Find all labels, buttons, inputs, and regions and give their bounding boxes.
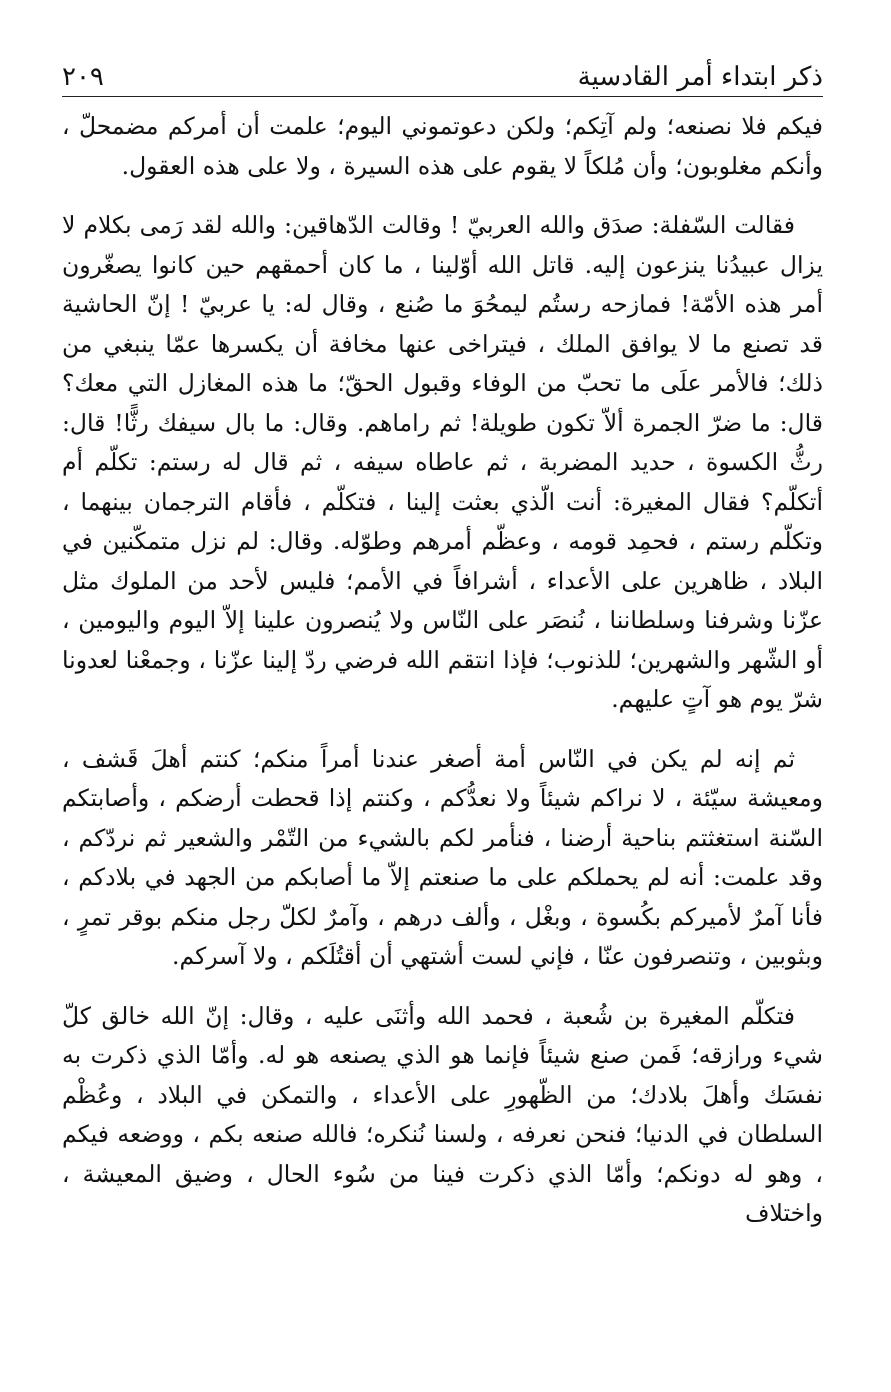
running-head — [62, 52, 823, 97]
book-page — [62, 52, 823, 1352]
paragraph: فتكلّم المغيرة بن شُعبة ، فحمد الله وأثنَى عليه ، وقال: إنّ الله خالق كلّ شيء ورازقه؛ فَمن صنع شيئاً فإنما هو الذي يصنعه هو له. وأمّا الذي ذكرت به نفسَك وأهلَ بلادك؛ من الظّهورِ على الأعداء ، والتمكن في البلاد ، وعُظْم السلطان في الدنيا؛ فنحن نعرفه ، ولسنا نُنكره؛ فالله صنعه بكم ، ووضعه فيكم ، وهو له دونكم؛ وأمّا الذي ذكرت فينا من سُوء الحال ، وضيق المعيشة ، واختلاف — [62, 1001, 823, 1227]
paragraph: فقالت السّفلة: صدَق والله العربيّ ! وقالت الدّهاقين: والله لقد رَمى بكلام لا يزال عبيدُنا ينزعون إليه. قاتل الله أوّلينا ، ما كان أحمقهم حين كانوا يصغّرون أمر هذه الأمّة! فمازحه رستُم ليمحُوَ ما صُنع ، وقال له: يا عربيّ ! إنّ الحاشية قد تصنع ما لا يوافق الملك ، فيتراخى عنها مخافة أن يكسرها عمّا ينبغي من ذلك؛ فالأمر علَى ما تحبّ من الوفاء وقبول الحقّ؛ ما هذه المغازل التي معك؟ قال: ما ضرّ الجمرة ألاّ تكون طويلة! ثم راماهم. وقال: ما بال سيفك رثًّا! قال: رثُّ الكسوة ، حديد المضربة ، ثم عاطاه سيفه ، ثم قال له رستم: تكلّم أم أتكلّم؟ فقال المغيرة: أنت الّذي بعثت إلينا ، فتكلّم ، فأقام الترجمان بينهما ، وتكلّم رستم ، فحمِد قومه ، وعظّم أمرهم وطوّله. وقال: لم نزل متمكّنين في البلاد ، ظاهرين على الأعداء ، أشرافاً في الأمم؛ فليس لأحد من الملوك مثل عزّنا وشرفنا وسلطاننا ، نُنصَر على النّاس ولا يُنصرون علينا إلاّ اليوم واليومين ، أو الشّهر والشهرين؛ للذنوب؛ فإذا انتقم الله فرضي ردّ إلينا عزّنا ، وجمعْنا لعدونا شرّ يوم هو آتٍ عليهم. — [62, 211, 823, 713]
chapter-title: ذكر ابتداء أمر القادسية — [577, 62, 823, 92]
paragraph: فيكم فلا نصنعه؛ ولم آتِكم؛ ولكن دعوتموني اليوم؛ علمت أن أمركم مضمحلّ ، وأنكم مغلوبون؛ وأن مُلكاً لا يقوم على هذه السيرة ، ولا على هذه العقول. — [62, 112, 823, 180]
body-text — [62, 107, 823, 1234]
paragraph: ثم إنه لم يكن في النّاس أمة أصغر عندنا أمراً منكم؛ كنتم أهلَ قَشف ، ومعيشة سيّئة ، لا نراكم شيئاً ولا نعدُّكم ، وكنتم إذا قحطت أرضكم ، وأصابتكم السّنة استغثتم بناحية أرضنا ، فنأمر لكم بالشيء من التّمْر والشعير ثم نردّكم ، وقد علمت: أنه لم يحملكم على ما صنعتم إلاّ ما أصابكم من الجهد في بلادكم ، فأنا آمرٌ لأميركم بكُسوة ، وبغْل ، وألف درهم ، وآمرٌ لكلّ رجل منكم بوقر تمرٍ ، وبثوبين ، وتنصرفون عنّا ، فإني لست أشتهي أن أقتُلَكم ، ولا آسركم. — [62, 744, 823, 970]
page-number: ٢٠٩ — [62, 62, 104, 92]
